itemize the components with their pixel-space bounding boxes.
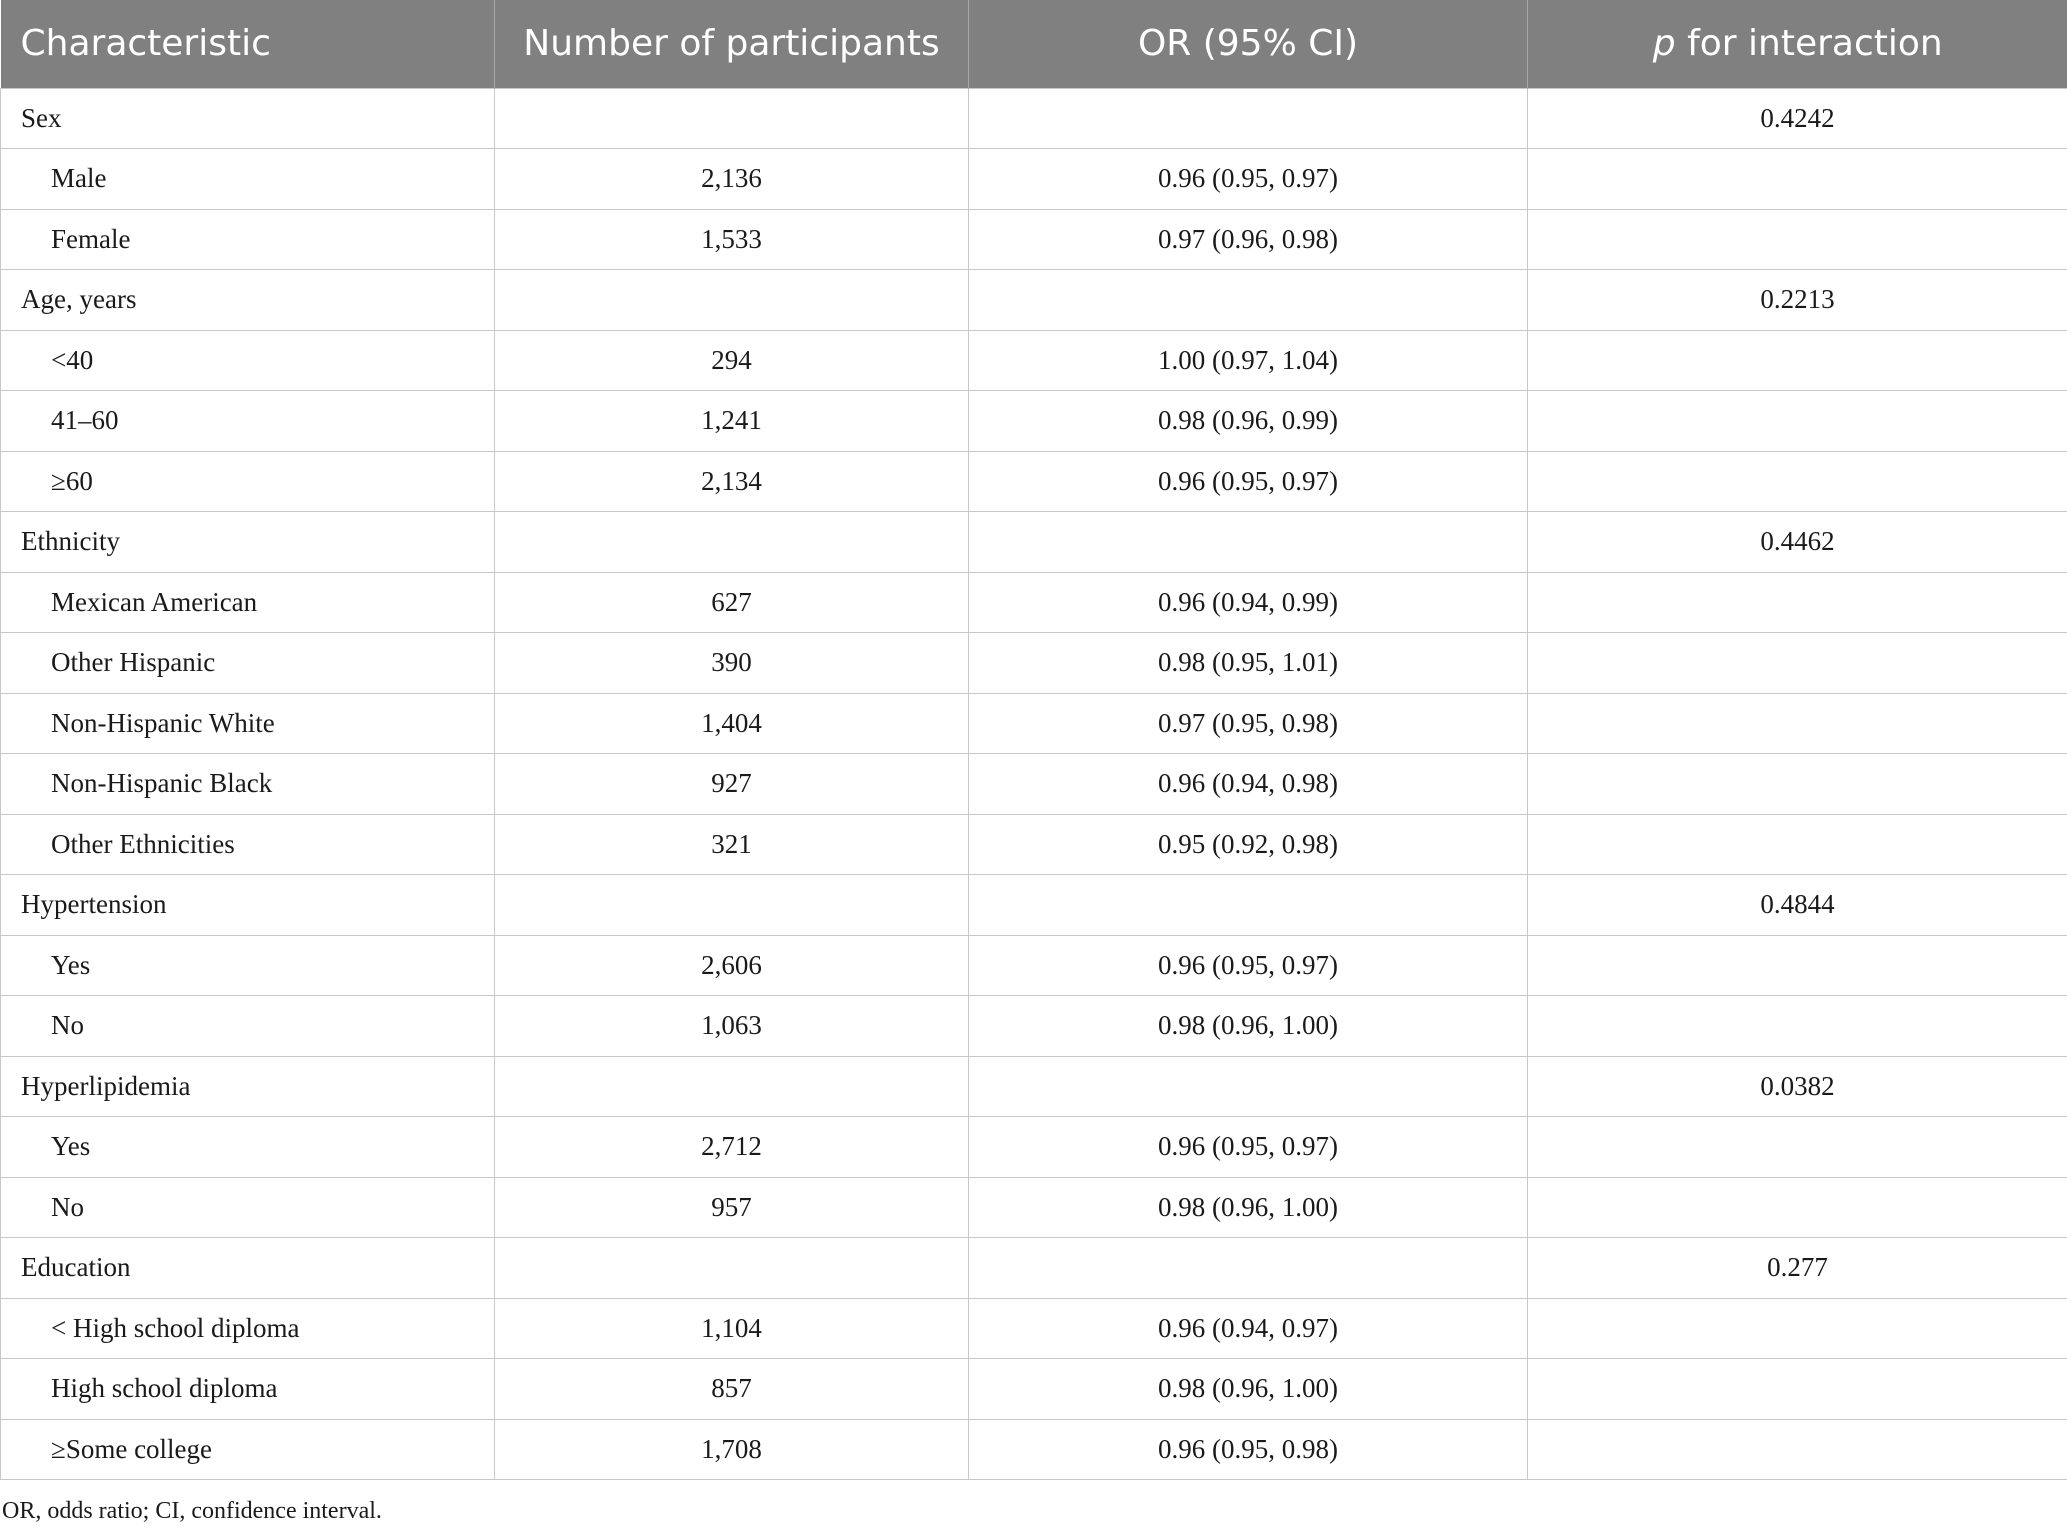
cell-or (969, 875, 1528, 936)
cell-participants: 294 (495, 330, 969, 391)
cell-p-interaction (1528, 1177, 2067, 1238)
cell-participants: 927 (495, 754, 969, 815)
cell-or: 0.97 (0.96, 0.98) (969, 209, 1528, 270)
cell-p-interaction: 0.2213 (1528, 270, 2067, 331)
cell-participants: 1,404 (495, 693, 969, 754)
cell-or: 1.00 (0.97, 1.04) (969, 330, 1528, 391)
cell-or: 0.96 (0.95, 0.97) (969, 1117, 1528, 1178)
cell-participants: 2,606 (495, 935, 969, 996)
table-row-group (1, 512, 2067, 573)
table-row-subgroup (1, 209, 2067, 270)
table-row-subgroup (1, 1117, 2067, 1178)
cell-p-interaction (1528, 1419, 2067, 1480)
header-p-italic: p (1652, 23, 1676, 65)
cell-p-interaction: 0.4242 (1528, 88, 2067, 149)
cell-participants: 2,136 (495, 149, 969, 210)
cell-characteristic: 41–60 (1, 391, 495, 452)
cell-characteristic: Female (1, 209, 495, 270)
cell-participants: 1,104 (495, 1298, 969, 1359)
header-p-rest: for interaction (1675, 23, 1943, 65)
cell-participants: 957 (495, 1177, 969, 1238)
cell-characteristic: < High school diploma (1, 1298, 495, 1359)
cell-p-interaction: 0.277 (1528, 1238, 2067, 1299)
cell-or: 0.98 (0.96, 1.00) (969, 1177, 1528, 1238)
cell-p-interaction (1528, 1359, 2067, 1420)
header-or: OR (95% CI) (969, 0, 1528, 88)
cell-participants: 2,134 (495, 451, 969, 512)
table-row-subgroup (1, 693, 2067, 754)
cell-participants (495, 875, 969, 936)
cell-characteristic: Non-Hispanic White (1, 693, 495, 754)
cell-participants (495, 270, 969, 331)
cell-characteristic: Education (1, 1238, 495, 1299)
cell-participants (495, 88, 969, 149)
cell-or: 0.98 (0.95, 1.01) (969, 633, 1528, 694)
cell-participants: 1,533 (495, 209, 969, 270)
table-row-subgroup (1, 1298, 2067, 1359)
cell-or (969, 88, 1528, 149)
table-row-subgroup (1, 1359, 2067, 1420)
table-row-subgroup (1, 451, 2067, 512)
table-footnote: OR, odds ratio; CI, confidence interval. (2, 1498, 382, 1524)
table-row-subgroup (1, 996, 2067, 1057)
cell-participants: 390 (495, 633, 969, 694)
cell-or: 0.96 (0.94, 0.97) (969, 1298, 1528, 1359)
cell-characteristic: Hyperlipidemia (1, 1056, 495, 1117)
cell-p-interaction (1528, 391, 2067, 452)
cell-participants: 2,712 (495, 1117, 969, 1178)
cell-p-interaction (1528, 754, 2067, 815)
cell-p-interaction: 0.0382 (1528, 1056, 2067, 1117)
cell-or: 0.96 (0.95, 0.97) (969, 149, 1528, 210)
cell-or: 0.98 (0.96, 1.00) (969, 1359, 1528, 1420)
table-header (1, 0, 2067, 88)
cell-p-interaction (1528, 1117, 2067, 1178)
cell-or (969, 1056, 1528, 1117)
cell-characteristic: Other Ethnicities (1, 814, 495, 875)
cell-characteristic: ≥60 (1, 451, 495, 512)
cell-or: 0.98 (0.96, 1.00) (969, 996, 1528, 1057)
cell-or: 0.96 (0.95, 0.98) (969, 1419, 1528, 1480)
table-row-group (1, 270, 2067, 331)
cell-characteristic: <40 (1, 330, 495, 391)
cell-p-interaction (1528, 209, 2067, 270)
cell-or: 0.95 (0.92, 0.98) (969, 814, 1528, 875)
cell-characteristic: Other Hispanic (1, 633, 495, 694)
cell-characteristic: Male (1, 149, 495, 210)
table-row-subgroup (1, 1177, 2067, 1238)
cell-or (969, 270, 1528, 331)
cell-p-interaction: 0.4844 (1528, 875, 2067, 936)
table-row-subgroup (1, 754, 2067, 815)
cell-participants (495, 1056, 969, 1117)
cell-or: 0.96 (0.95, 0.97) (969, 935, 1528, 996)
cell-p-interaction (1528, 693, 2067, 754)
cell-characteristic: Yes (1, 1117, 495, 1178)
cell-p-interaction (1528, 935, 2067, 996)
cell-participants: 627 (495, 572, 969, 633)
header-row (1, 0, 2067, 88)
cell-p-interaction (1528, 149, 2067, 210)
table-row-group (1, 875, 2067, 936)
cell-characteristic: High school diploma (1, 1359, 495, 1420)
cell-or: 0.96 (0.94, 0.98) (969, 754, 1528, 815)
cell-or: 0.98 (0.96, 0.99) (969, 391, 1528, 452)
cell-participants: 857 (495, 1359, 969, 1420)
table-row-subgroup (1, 935, 2067, 996)
cell-or: 0.96 (0.94, 0.99) (969, 572, 1528, 633)
cell-characteristic: Age, years (1, 270, 495, 331)
cell-characteristic: Non-Hispanic Black (1, 754, 495, 815)
cell-participants: 1,063 (495, 996, 969, 1057)
cell-p-interaction (1528, 1298, 2067, 1359)
header-participants: Number of participants (495, 0, 969, 88)
cell-p-interaction (1528, 633, 2067, 694)
table-row-subgroup (1, 330, 2067, 391)
cell-characteristic: ≥Some college (1, 1419, 495, 1480)
table-row-subgroup (1, 149, 2067, 210)
cell-participants: 1,241 (495, 391, 969, 452)
cell-or: 0.96 (0.95, 0.97) (969, 451, 1528, 512)
cell-participants: 1,708 (495, 1419, 969, 1480)
cell-characteristic: Mexican American (1, 572, 495, 633)
cell-participants: 321 (495, 814, 969, 875)
cell-characteristic: Sex (1, 88, 495, 149)
cell-characteristic: Hypertension (1, 875, 495, 936)
cell-characteristic: No (1, 996, 495, 1057)
cell-p-interaction (1528, 572, 2067, 633)
cell-characteristic: Ethnicity (1, 512, 495, 573)
table-row-subgroup (1, 391, 2067, 452)
cell-p-interaction (1528, 451, 2067, 512)
table-body (1, 88, 2067, 1480)
table-row-group (1, 1056, 2067, 1117)
cell-or: 0.97 (0.95, 0.98) (969, 693, 1528, 754)
cell-p-interaction (1528, 814, 2067, 875)
header-characteristic: Characteristic (1, 0, 495, 88)
cell-or (969, 512, 1528, 573)
cell-or (969, 1238, 1528, 1299)
cell-p-interaction: 0.4462 (1528, 512, 2067, 573)
table-row-subgroup (1, 633, 2067, 694)
table-row-subgroup (1, 814, 2067, 875)
cell-p-interaction (1528, 330, 2067, 391)
table-row-subgroup (1, 572, 2067, 633)
cell-participants (495, 512, 969, 573)
header-p-interaction (1528, 0, 2067, 88)
cell-characteristic: Yes (1, 935, 495, 996)
table-row-group (1, 1238, 2067, 1299)
cell-characteristic: No (1, 1177, 495, 1238)
cell-p-interaction (1528, 996, 2067, 1057)
table-row-subgroup (1, 1419, 2067, 1480)
table-row-group (1, 88, 2067, 149)
cell-participants (495, 1238, 969, 1299)
